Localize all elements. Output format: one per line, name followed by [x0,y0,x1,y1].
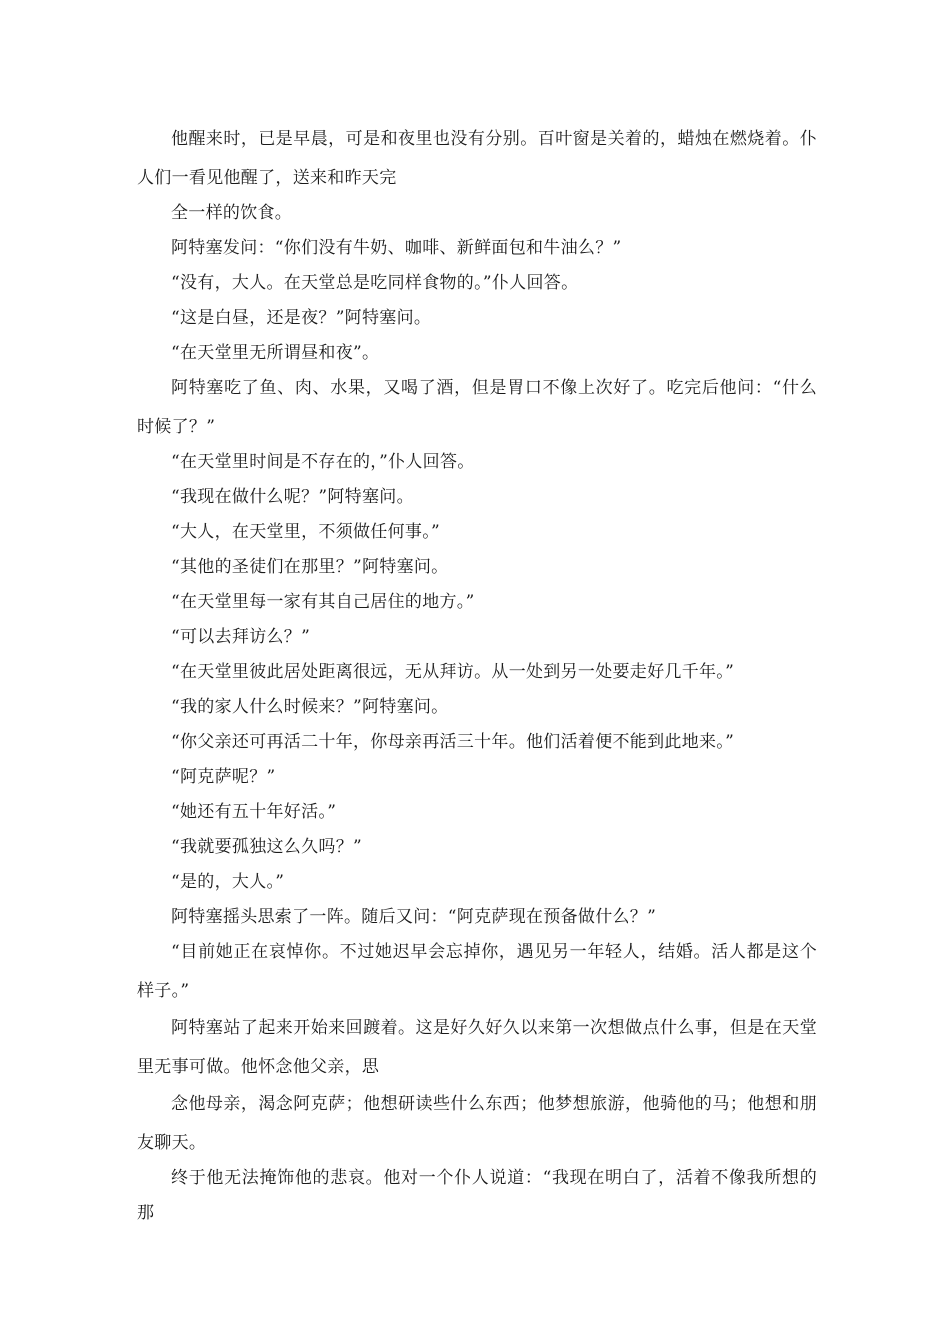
paragraph: 阿特塞摇头思索了一阵。随后又问：“阿克萨现在预备做什么？” [171,907,657,927]
paragraph: “可以去拜访么？” [171,627,311,647]
paragraph: “这是白昼，还是夜？”阿特塞问。 [171,308,432,328]
paragraph: 阿特塞发问：“你们没有牛奶、咖啡、新鲜面包和牛油么？” [171,238,622,258]
paragraph: “我的家人什么时候来？”阿特塞问。 [171,697,449,717]
paragraph: 念他母亲，渴念阿克萨；他想研读些什么东西；他梦想旅游，他骑他的马；他想和朋友聊天。 [137,1094,817,1153]
paragraph: 他醒来时，已是早晨，可是和夜里也没有分别。百叶窗是关着的，蜡烛在燃烧着。仆人们一看见他醒了，送来和昨天完 [137,129,817,188]
paragraph: “没有，大人。在天堂总是吃同样食物的。”仆人回答。 [171,273,579,293]
paragraph: “阿克萨呢？” [171,767,276,787]
paragraph: 阿特塞站了起来开始来回踱着。这是好久好久以来第一次想做点什么事，但是在天堂里无事可做。他怀念他父亲，思 [137,1018,817,1077]
paragraph: “其他的圣徒们在那里？”阿特塞问。 [171,557,449,577]
paragraph: 全一样的饮食。 [171,203,293,223]
paragraph: 终于他无法掩饰他的悲哀。他对一个仆人说道：“我现在明白了，活着不像我所想的那 [137,1168,817,1223]
paragraph: “在天堂里每一家有其自己居住的地方。” [171,592,475,612]
paragraph: 阿特塞吃了鱼、肉、水果，又喝了酒，但是胃口不像上次好了。吃完后他问：“什么时候了？” [137,378,817,437]
paragraph: “大人，在天堂里，不须做任何事。” [171,522,440,542]
paragraph: “我就要孤独这么久吗？” [171,837,362,857]
paragraph: “目前她正在哀悼你。不过她迟早会忘掉你，遇见另一年轻人，结婚。活人都是这个样子。” [137,942,817,1001]
document-body [137,122,817,1231]
paragraph: “在天堂里无所谓昼和夜”。 [171,343,380,363]
paragraph: “在天堂里时间是不存在的，”仆人回答。 [171,452,475,472]
paragraph: “我现在做什么呢？”阿特塞问。 [171,487,414,507]
paragraph: “在天堂里彼此居处距离很远，无从拜访。从一处到另一处要走好几千年。” [171,662,735,682]
paragraph: “是的，大人。” [171,872,285,892]
paragraph: “她还有五十年好活。” [171,802,337,822]
paragraph: “你父亲还可再活二十年，你母亲再活三十年。他们活着便不能到此地来。” [171,732,735,752]
